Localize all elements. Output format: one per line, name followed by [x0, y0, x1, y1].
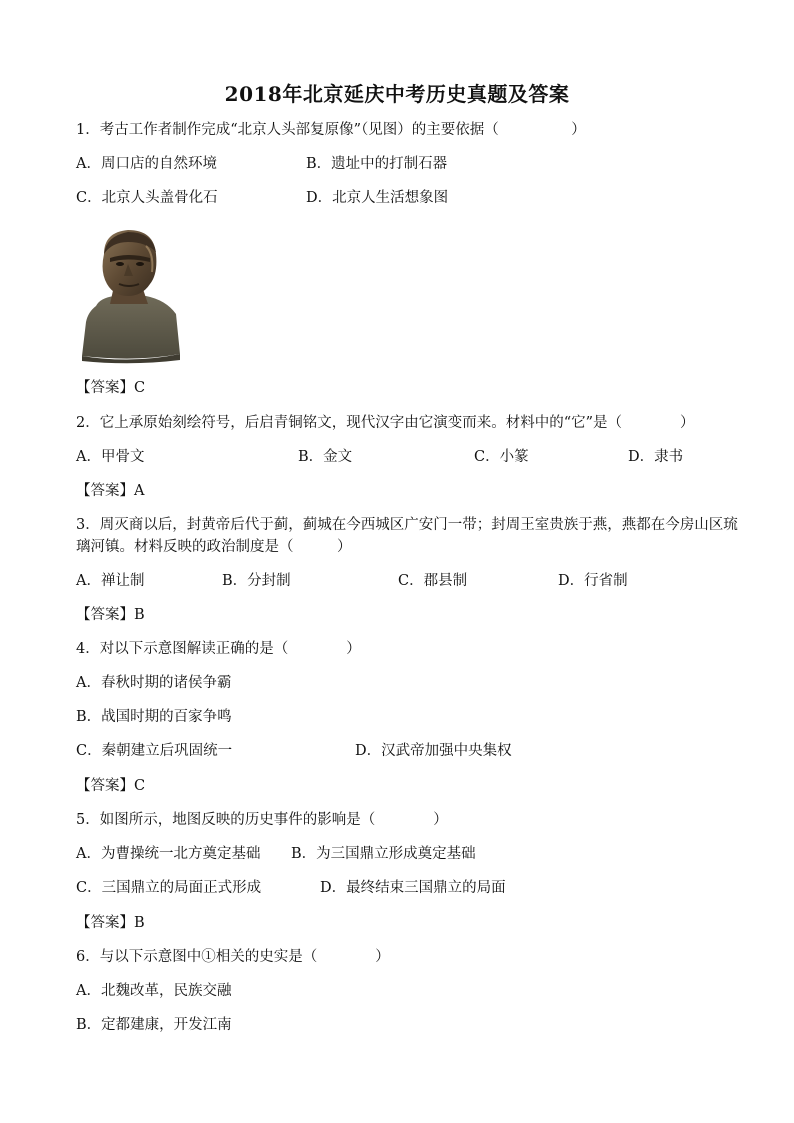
question-2-option-a: A．甲骨文: [76, 449, 145, 465]
question-3-stem-line-1: 3．周灭商以后，封黄帝后代于蓟，蓟城在今西城区广安门一带；封周王室贵族于燕，燕都在今房山区琉: [76, 517, 738, 533]
question-4-option-c: C．秦朝建立后巩固统一: [76, 743, 233, 759]
question-5-stem: 5．如图所示，地图反映的历史事件的影响是（ ）: [76, 812, 448, 828]
question-5-option-c: C．三国鼎立的局面正式形成: [76, 880, 262, 896]
question-2-option-d: D．隶书: [628, 449, 684, 465]
question-1-stem: 1．考古工作者制作完成“北京人头部复原像”（见图）的主要依据（ ）: [76, 122, 586, 138]
question-6-option-a: A．北魏改革，民族交融: [76, 983, 232, 999]
question-4-answer: 【答案】C: [76, 778, 146, 794]
question-4-stem: 4．对以下示意图解读正确的是（ ）: [76, 641, 361, 657]
document-title: 2018年北京延庆中考历史真题及答案: [224, 82, 570, 106]
question-6-option-b: B．定都建康，开发江南: [76, 1017, 232, 1033]
question-5-option-a: A．为曹操统一北方奠定基础: [76, 846, 261, 862]
question-3-option-a: A．禅让制: [76, 573, 145, 589]
question-1-option-b: B．遗址中的打制石器: [306, 156, 448, 172]
question-2-stem: 2．它上承原始刻绘符号，后启青铜铭文，现代汉字由它演变而来。材料中的“它”是（ ）: [76, 415, 695, 431]
question-4-option-a: A．春秋时期的诸侯争霸: [76, 675, 232, 691]
question-5-answer: 【答案】B: [76, 915, 145, 931]
question-3-option-b: B．分封制: [222, 573, 291, 589]
question-1-option-a: A．周口店的自然环境: [76, 156, 217, 172]
question-5-option-d: D．最终结束三国鼎立的局面: [320, 880, 506, 896]
peking-man-bust-image: [76, 224, 182, 364]
question-1-option-c: C．北京人头盖骨化石: [76, 190, 218, 206]
question-1-option-d: D．北京人生活想象图: [306, 190, 449, 206]
question-3-stem-line-2: 璃河镇。材料反映的政治制度是（ ）: [76, 539, 352, 555]
question-4-option-b: B．战国时期的百家争鸣: [76, 709, 232, 725]
question-4-option-d: D．汉武帝加强中央集权: [355, 743, 512, 759]
question-2-option-c: C．小篆: [474, 449, 529, 465]
question-5-option-b: B．为三国鼎立形成奠定基础: [291, 846, 476, 862]
question-3-option-d: D．行省制: [558, 573, 628, 589]
question-2-answer: 【答案】A: [76, 483, 145, 499]
question-1-answer: 【答案】C: [76, 380, 146, 396]
question-3-option-c: C．郡县制: [398, 573, 468, 589]
question-2-option-b: B．金文: [298, 449, 353, 465]
question-3-answer: 【答案】B: [76, 607, 145, 623]
question-6-stem: 6．与以下示意图中①相关的史实是（ ）: [76, 949, 390, 965]
